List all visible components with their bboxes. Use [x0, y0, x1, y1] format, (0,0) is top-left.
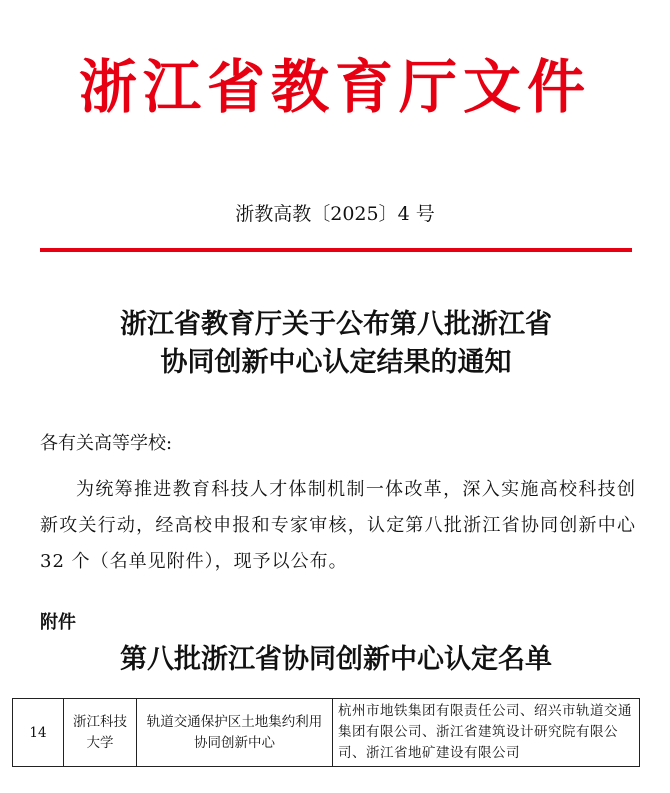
notice-title: [40, 306, 632, 382]
school-cell: 浙江科技大学: [64, 699, 137, 767]
notice-title-line-2: 协同创新中心认定结果的通知: [160, 347, 512, 378]
center-list-table: [12, 698, 640, 767]
center-name-cell: 轨道交通保护区土地集约利用协同创新中心: [137, 699, 333, 767]
attachment-label: 附件: [40, 612, 76, 633]
document-number: 浙教高教〔2025〕4 号: [235, 203, 435, 225]
partners-cell: 杭州市地铁集团有限责任公司、绍兴市轨道交通集团有限公司、浙江省建筑设计研究院有限公司、浙江省地矿建设有限公司: [333, 699, 640, 767]
attachment-title: 第八批浙江省协同创新中心认定名单: [120, 644, 552, 675]
notice-body: 为统筹推进教育科技人才体制机制一体改革，深入实施高校科技创新攻关行动，经高校申报和专家审核，认定第八批浙江省协同创新中心 32 个（名单见附件），现予以公布。: [40, 479, 636, 572]
table-row: [13, 699, 640, 767]
red-divider-line: [40, 248, 632, 252]
addressee: 各有关高等学校:: [40, 433, 173, 454]
masthead-title: 浙江省教育厅文件: [78, 53, 591, 121]
notice-title-line-1: 浙江省教育厅关于公布第八批浙江省: [120, 309, 552, 340]
row-number-cell: 14: [13, 699, 64, 767]
